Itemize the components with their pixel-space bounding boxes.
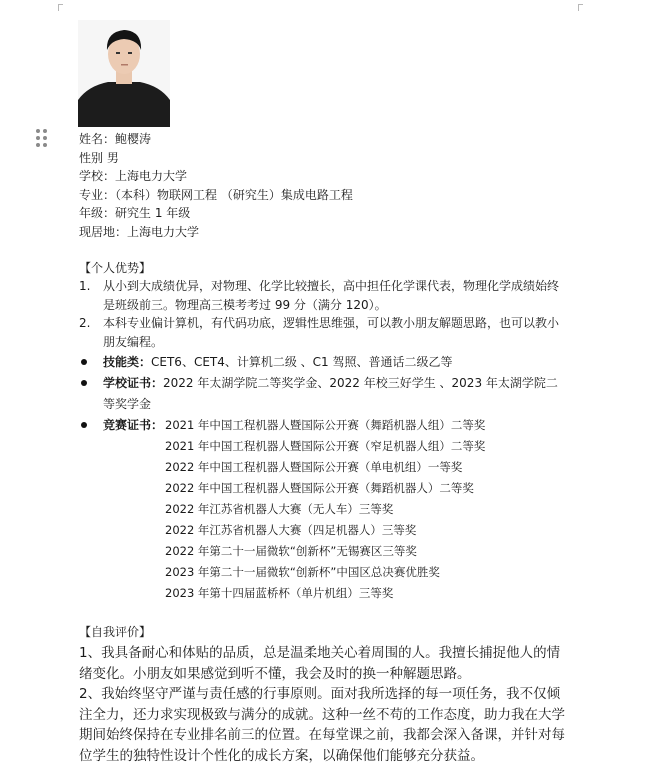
self-evaluation-title: 【自我评价】 bbox=[79, 625, 152, 639]
advantage-text: 本科专业偏计算机，有代码功底，逻辑性思维强，可以教小朋友解题思路，也可以教小朋友编程。 bbox=[103, 316, 560, 349]
awards-list bbox=[165, 415, 485, 604]
award-item: 2021 年中国工程机器人暨国际公开赛（舞蹈机器人组）二等奖 bbox=[165, 418, 486, 432]
award-item: 2022 年江苏省机器人大赛（无人车）三等奖 bbox=[165, 502, 394, 516]
advantage-item bbox=[79, 314, 569, 351]
profile-residence: 现居地：上海电力大学 bbox=[79, 224, 200, 239]
profile-info bbox=[79, 130, 569, 241]
self-evaluation-paragraph: 2、我始终坚守严谨与责任感的行事原则。面对我所选择的每一项任务，我不仅倾注全力，还力求实现极致与满分的成就。这种一丝不苟的工作态度，助力我在大学期间始终保持在专业排名前三的位置。在每堂课之前，我都会深入备课，并针对每位学生的独特性设计个性化的成长方案，以确保他们能够充分获益。 bbox=[79, 686, 565, 764]
school-certs-item bbox=[79, 373, 569, 415]
award-item: 2022 年江苏省机器人大赛（四足机器人）三等奖 bbox=[165, 523, 417, 537]
profile-name: 姓名：鲍樱涛 bbox=[79, 132, 152, 146]
advantage-number: 2. bbox=[79, 316, 91, 330]
advantage-number: 1. bbox=[79, 279, 91, 293]
profile-gender: 性别 男 bbox=[79, 150, 119, 165]
award-item: 2023 年第二十一届微软“创新杯”中国区总决赛优胜奖 bbox=[165, 565, 440, 579]
award-item: 2023 年第十四届蓝桥杯（单片机组）三等奖 bbox=[165, 586, 394, 600]
award-item: 2021 年中国工程机器人暨国际公开赛（窄足机器人组）二等奖 bbox=[165, 439, 486, 453]
school-certs-label: 学校证书： bbox=[103, 376, 164, 390]
skills-label: 技能类： bbox=[103, 355, 152, 369]
bullet-icon bbox=[81, 359, 87, 365]
page-corner-right bbox=[578, 4, 583, 11]
self-evaluation-paragraph: 1、我具备耐心和体贴的品质，总是温柔地关心着周围的人。我擅长捕捉他人的情绪变化。小朋友如果感觉到听不懂，我会及时的换一种解题思路。 bbox=[79, 645, 561, 682]
advantage-item bbox=[79, 277, 569, 314]
award-item: 2022 年中国工程机器人暨国际公开赛（舞蹈机器人）二等奖 bbox=[165, 481, 474, 495]
profile-major: 专业：（本科）物联网工程 （研究生）集成电路工程 bbox=[79, 187, 353, 202]
school-certs-text: 2022 年太湖学院二等奖学金、2022 年校三好学生 、2023 年太湖学院二等奖学金 bbox=[103, 376, 558, 411]
skills-item bbox=[79, 352, 569, 373]
competition-label: 竞赛证书： bbox=[103, 418, 164, 432]
skills-text: CET6、CET4、计算机二级 、C1 驾照、普通话二级乙等 bbox=[151, 355, 453, 369]
advantage-text: 从小到大成绩优异，对物理、化学比较擅长，高中担任化学课代表，物理化学成绩始终是班级前三。物理高三模考考过 99 分（满分 120）。 bbox=[103, 279, 560, 312]
advantages-title: 【个人优势】 bbox=[79, 261, 152, 275]
profile-grade: 年级：研究生 1 年级 bbox=[79, 206, 191, 220]
award-item: 2022 年中国工程机器人暨国际公开赛（单电机组）一等奖 bbox=[165, 460, 463, 474]
drag-handle-icon[interactable] bbox=[36, 129, 48, 149]
page-corner-left bbox=[58, 4, 63, 11]
award-item: 2022 年第二十一届微软“创新杯”无锡赛区三等奖 bbox=[165, 544, 417, 558]
profile-photo bbox=[78, 20, 170, 127]
bullet-icon bbox=[81, 380, 87, 386]
profile-school: 学校：上海电力大学 bbox=[79, 169, 188, 183]
bullet-icon bbox=[81, 422, 87, 428]
